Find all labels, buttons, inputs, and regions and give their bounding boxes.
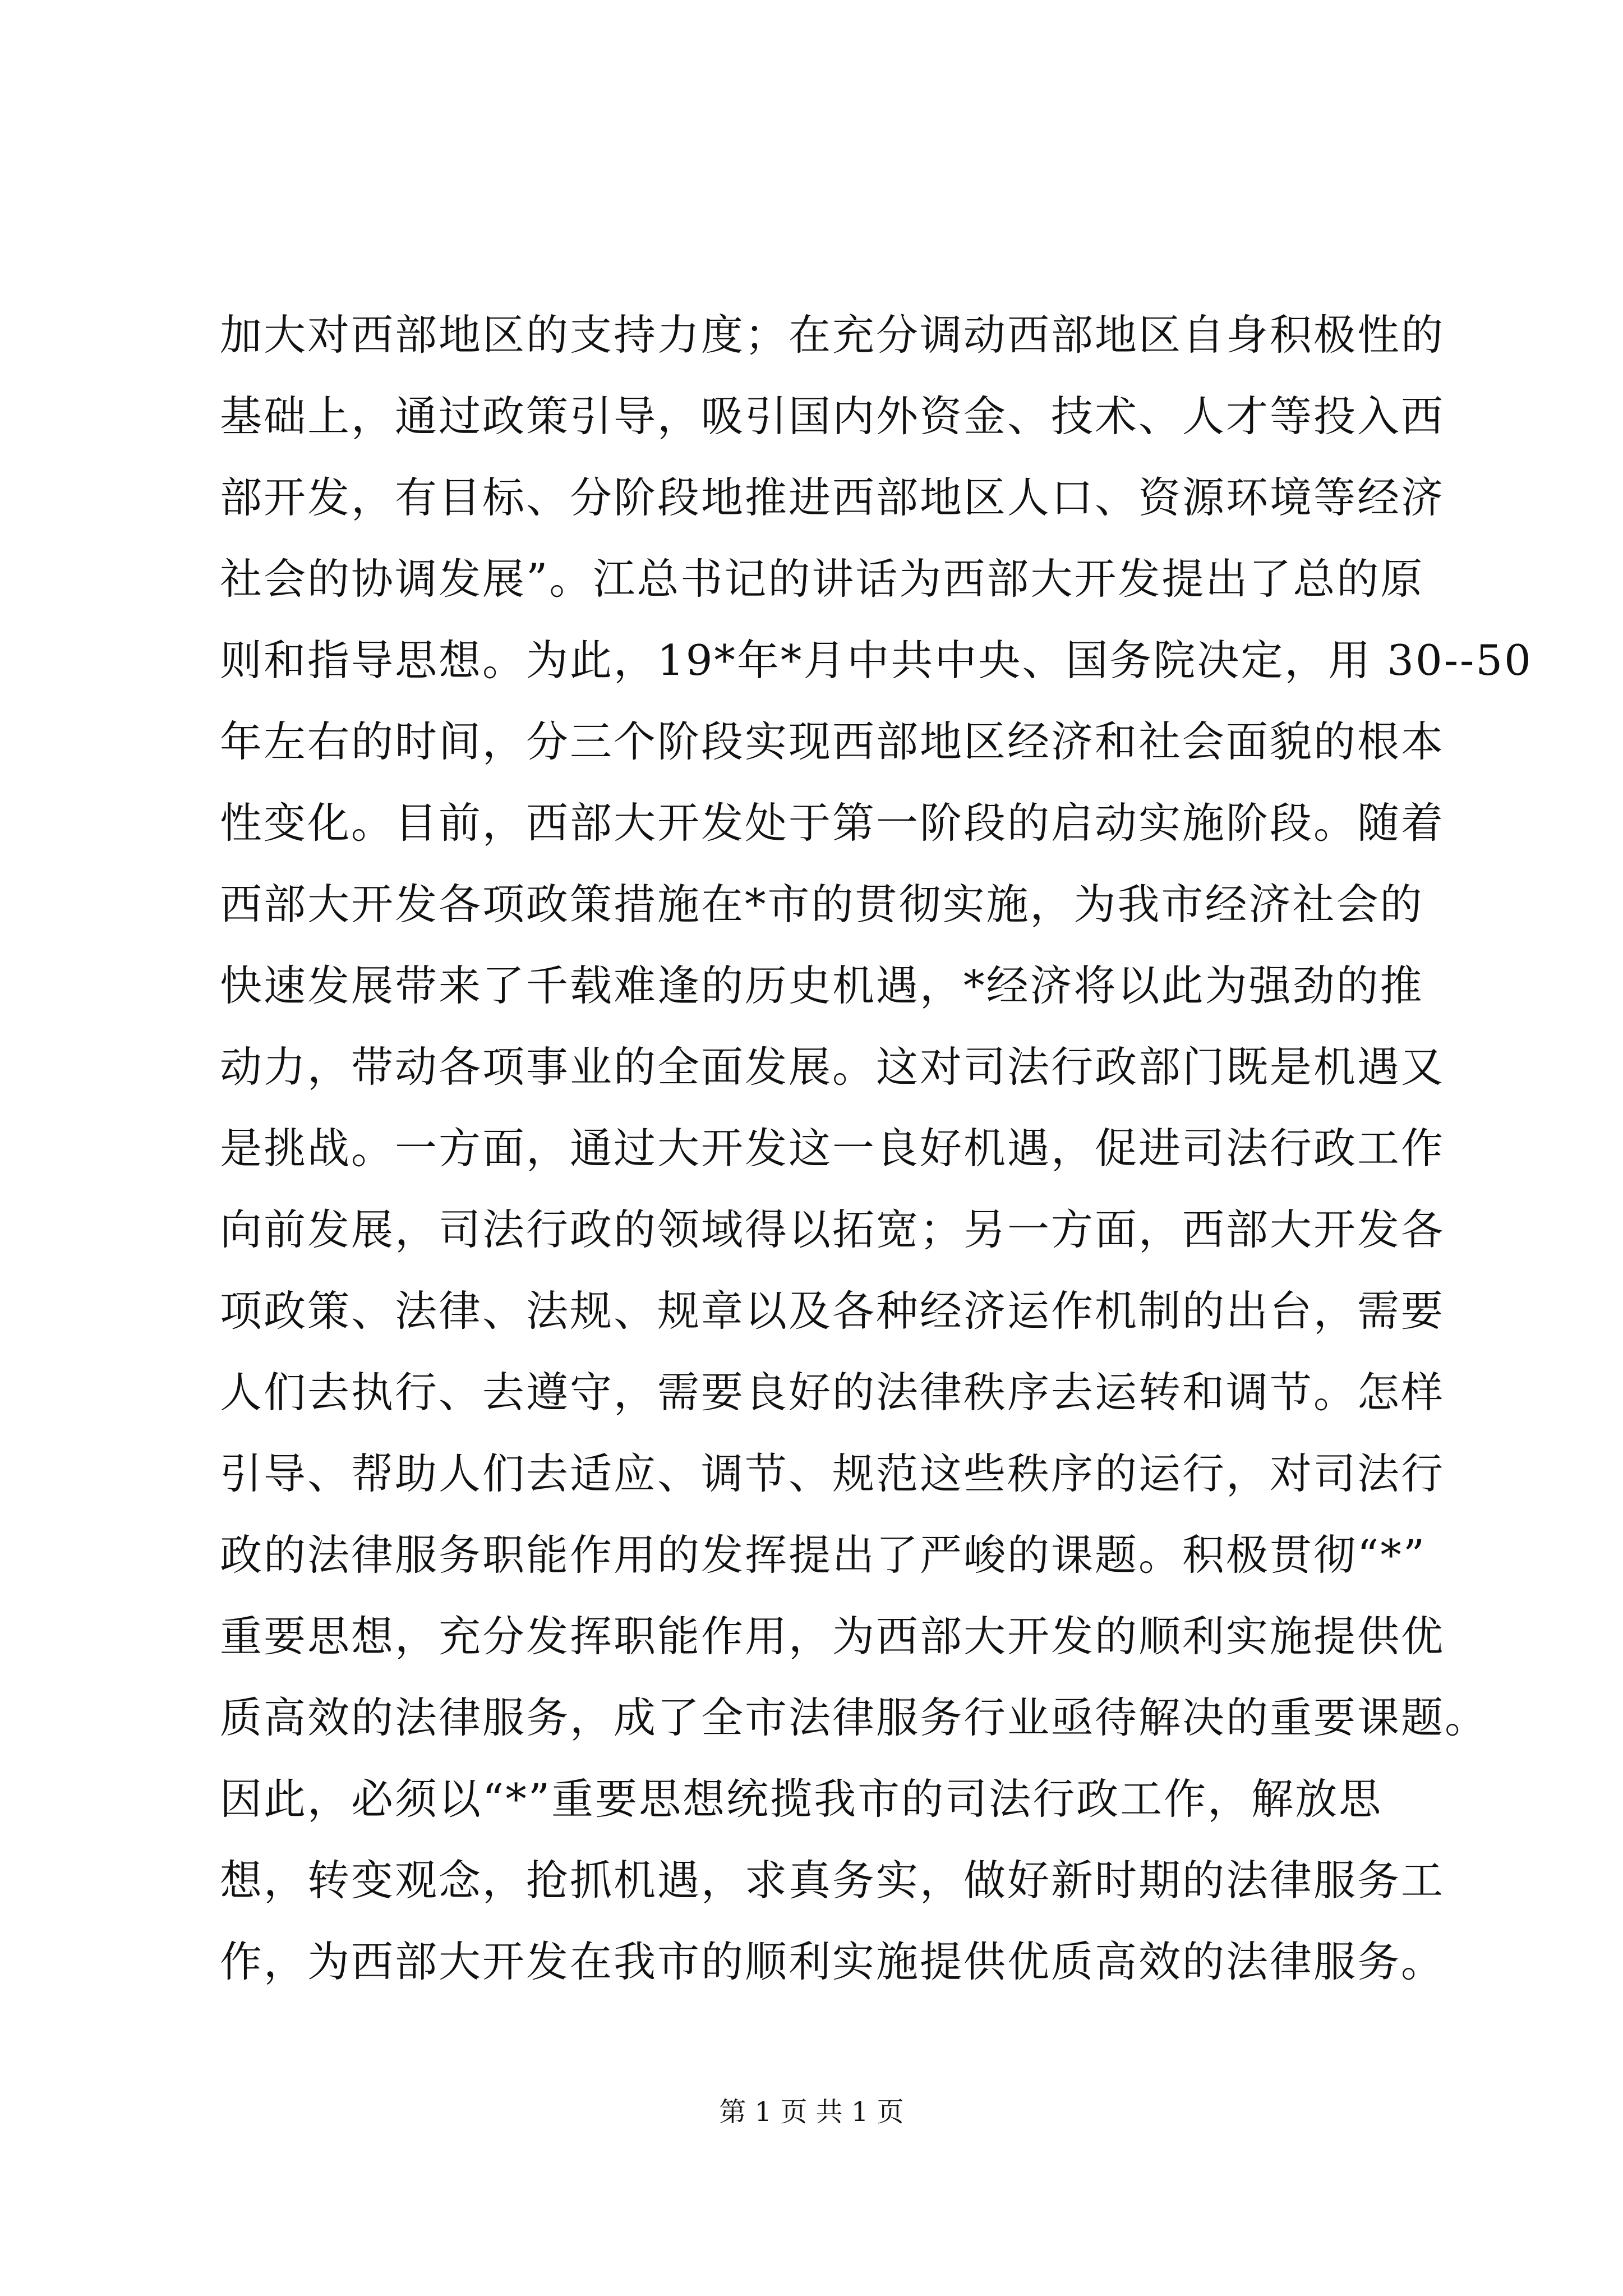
page-number-footer: 第 1 页 共 1 页	[719, 2096, 904, 2128]
text-line: 性变化。目前，西部大开发处于第一阶段的启动实施阶段。随着	[220, 798, 1445, 848]
text-line: 人们去执行、去遵守，需要良好的法律秩序去运转和调节。怎样	[220, 1368, 1445, 1417]
text-line: 向前发展，司法行政的领域得以拓宽；另一方面，西部大开发各	[220, 1205, 1445, 1254]
text-line: 则和指导思想。为此，19*年*月中共中央、国务院决定，用 30--50	[220, 636, 1533, 685]
body-text	[220, 295, 1533, 2003]
text-line: 快速发展带来了千载难逢的历史机遇，*经济将以此为强劲的推	[220, 961, 1424, 1010]
text-line: 作，为西部大开发在我市的顺利实施提供优质高效的法律服务。	[220, 1937, 1445, 1986]
text-line: 政的法律服务职能作用的发挥提出了严峻的课题。积极贯彻“*”	[220, 1530, 1427, 1580]
text-line: 年左右的时间，分三个阶段实现西部地区经济和社会面貌的根本	[220, 717, 1445, 766]
text-line: 质高效的法律服务，成了全市法律服务行业亟待解决的重要课题。	[220, 1693, 1489, 1742]
text-line: 加大对西部地区的支持力度；在充分调动西部地区自身积极性的	[220, 310, 1445, 360]
text-line: 重要思想，充分发挥职能作用，为西部大开发的顺利实施提供优	[220, 1612, 1445, 1661]
text-line: 部开发，有目标、分阶段地推进西部地区人口、资源环境等经济	[220, 473, 1445, 522]
text-line: 动力，带动各项事业的全面发展。这对司法行政部门既是机遇又	[220, 1042, 1445, 1092]
text-line: 社会的协调发展”。江总书记的讲话为西部大开发提出了总的原	[220, 554, 1424, 604]
text-line: 想，转变观念，抢抓机遇，求真务实，做好新时期的法律服务工	[220, 1856, 1445, 1905]
text-line: 引导、帮助人们去适应、调节、规范这些秩序的运行，对司法行	[220, 1449, 1445, 1498]
text-line: 因此，必须以“*”重要思想统揽我市的司法行政工作，解放思	[220, 1774, 1383, 1824]
text-line: 西部大开发各项政策措施在*市的贯彻实施，为我市经济社会的	[220, 880, 1424, 929]
text-line: 是挑战。一方面，通过大开发这一良好机遇，促进司法行政工作	[220, 1124, 1445, 1173]
text-line: 项政策、法律、法规、规章以及各种经济运作机制的出台，需要	[220, 1286, 1445, 1336]
text-line: 基础上，通过政策引导，吸引国内外资金、技术、人才等投入西	[220, 392, 1445, 441]
